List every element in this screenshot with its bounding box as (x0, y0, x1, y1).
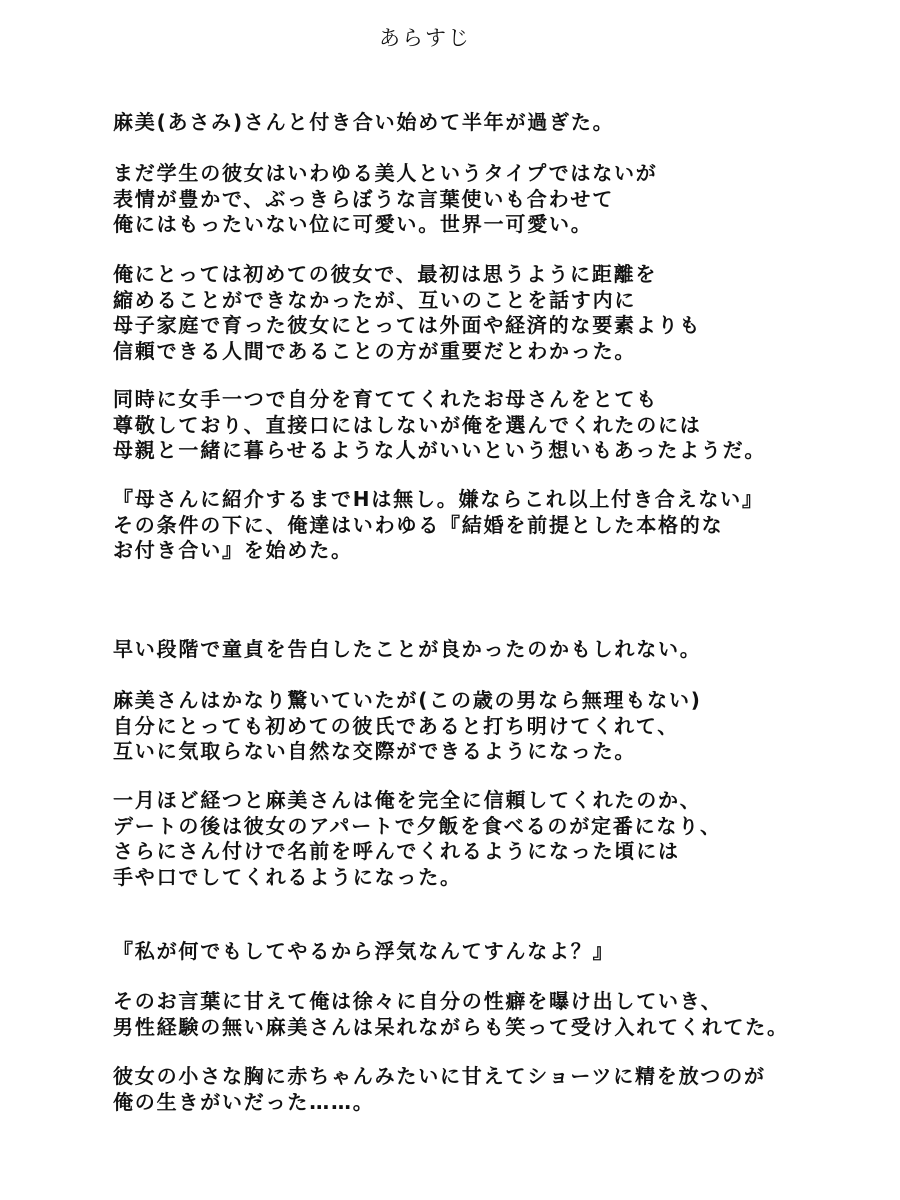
paragraph-8 (113, 788, 722, 890)
text-line: 男性経験の無い麻美さんは呆れながらも笑って受け入れてくれてた。 (113, 1014, 789, 1039)
text-line: 母親と一緒に暮らせるような人がいいという想いもあったようだ。 (113, 438, 767, 462)
paragraph-4 (113, 387, 766, 464)
paragraph-7 (113, 688, 702, 765)
text-line: 母子家庭で育った彼女にとっては外面や経済的な要素よりも (113, 313, 702, 337)
text-line: 表情が豊かで、ぶっきらぼうな言葉使いも合わせて (113, 186, 614, 211)
paragraph-9 (113, 939, 614, 965)
text-line: 俺にはもったいない位に可愛い。世界一可愛い。 (113, 212, 593, 236)
text-line: 麻美さんはかなり驚いていたが(この歳の男なら無理もない) (113, 688, 702, 712)
paragraph-6 (113, 637, 702, 663)
paragraph-5 (113, 487, 764, 564)
text-line: デートの後は彼女のアパートで夕飯を食べるのが定番になり、 (113, 813, 722, 838)
text-line: 同時に女手一つで自分を育ててくれたお母さんをとても (113, 387, 658, 411)
text-line: 尊敬しており、直接口にはしないが俺を選んでくれたのには (113, 412, 702, 437)
text-line: 『私が何でもしてやるから浮気なんてすんなよ？』 (113, 939, 615, 963)
text-line: お付き合い』を始めた。 (113, 538, 353, 562)
paragraph-10 (113, 989, 789, 1040)
paragraph-1 (113, 110, 614, 136)
text-line: 俺の生きがいだった……。 (113, 1089, 375, 1114)
text-line: 彼女の小さな胸に赤ちゃんみたいに甘えてショーツに精を放つのが (113, 1064, 766, 1088)
text-line: 信頼できる人間であることの方が重要だとわかった。 (113, 338, 637, 363)
page-title: あらすじ (379, 26, 471, 50)
text-line: さらにさん付けで名前を呼んでくれるようになった頃には (113, 839, 680, 863)
text-line: 縮めることができなかったが、互いのことを話す内に (113, 287, 637, 312)
text-line: 早い段階で童貞を告白したことが良かったのかもしれない。 (113, 637, 702, 661)
text-line: 俺にとっては初めての彼女で、最初は思うように距離を (113, 262, 658, 286)
text-line: 麻美(あさみ)さんと付き合い始めて半年が過ぎた。 (113, 110, 615, 134)
text-line: まだ学生の彼女はいわゆる美人というタイプではないが (113, 161, 658, 185)
text-line: 一月ほど経つと麻美さんは俺を完全に信頼してくれたのか、 (113, 788, 702, 812)
text-line: 互いに気取らない自然な交際ができるようになった。 (113, 739, 637, 763)
text-line: その条件の下に、俺達はいわゆる『結婚を前提とした本格的な (113, 512, 724, 537)
text-line: 『母さんに紹介するまでHは無し。嫌ならこれ以上付き合えない』 (113, 487, 764, 511)
paragraph-11 (113, 1064, 766, 1115)
paragraph-3 (113, 262, 701, 364)
paragraph-2 (113, 161, 658, 238)
text-line: 手や口でしてくれるようになった。 (113, 864, 462, 889)
text-line: 自分にとっても初めての彼氏であると打ち明けてくれて、 (113, 713, 679, 738)
text-line: そのお言葉に甘えて俺は徐々に自分の性癖を曝け出していき、 (113, 989, 723, 1013)
